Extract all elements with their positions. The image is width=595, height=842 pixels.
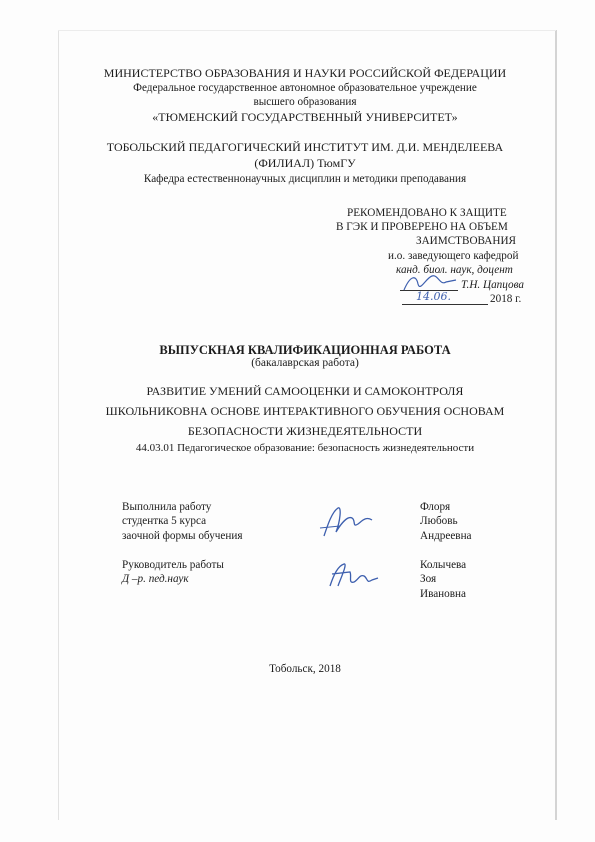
topic-line3: БЕЗОПАСНОСТИ ЖИЗНЕДЕЯТЕЛЬНОСТИ bbox=[187, 424, 423, 438]
author-first-name: Любовь bbox=[420, 515, 458, 527]
supervisor-label-line2: Д –р. пед.наук bbox=[122, 573, 189, 585]
scan-edge-right bbox=[555, 30, 557, 820]
agency-name: Федеральное государственное автономное образовательное учреждение bbox=[133, 82, 477, 94]
work-subtype: (бакалаврская работа) bbox=[251, 357, 359, 369]
approval-line2: В ГЭК И ПРОВЕРЕНО НА ОБЪЕМ bbox=[336, 221, 508, 233]
supervisor-signature bbox=[322, 558, 382, 592]
supervisor-surname: Колычева bbox=[420, 559, 467, 571]
scan-edge-left bbox=[58, 30, 59, 820]
supervisor-patronymic: Ивановна bbox=[420, 588, 466, 600]
university-name: «ТЮМЕНСКИЙ ГОСУДАРСТВЕННЫЙ УНИВЕРСИТЕТ» bbox=[152, 110, 458, 124]
specialty: 44.03.01 Педагогическое образование: безопасность жизнедеятельности bbox=[135, 442, 475, 454]
department-name: Кафедра естественнонаучных дисциплин и методики преподавания bbox=[143, 173, 467, 185]
approval-date-line bbox=[402, 304, 488, 305]
approval-name: Т.Н. Цапцова bbox=[461, 279, 524, 291]
approval-degree: канд. биол. наук, доцент bbox=[396, 264, 513, 276]
supervisor-label-line1: Руководитель работы bbox=[122, 559, 224, 571]
approval-line3: ЗАИМСТВОВАНИЯ bbox=[416, 235, 517, 247]
ministry-name: МИНИСТЕРСТВО ОБРАЗОВАНИЯ И НАУКИ РОССИЙСКОЙ ФЕДЕРАЦИИ bbox=[103, 66, 507, 80]
author-signature bbox=[318, 502, 378, 542]
author-patronymic: Андреевна bbox=[420, 530, 472, 542]
topic-line1: РАЗВИТИЕ УМЕНИЙ САМООЦЕНКИ И САМОКОНТРОЛЯ bbox=[146, 384, 464, 398]
approval-position: и.о. заведующего кафедрой bbox=[388, 250, 519, 262]
author-surname: Флоря bbox=[420, 501, 451, 513]
work-type: ВЫПУСКНАЯ КВАЛИФИКАЦИОННАЯ РАБОТА bbox=[159, 343, 451, 357]
scan-edge-top bbox=[58, 30, 556, 31]
institute-name-line1: ТОБОЛЬСКИЙ ПЕДАГОГИЧЕСКИЙ ИНСТИТУТ ИМ. Д.И. МЕНДЕЛЕЕВА bbox=[106, 140, 504, 154]
author-label-line1: Выполнила работу bbox=[122, 501, 212, 513]
city-year: Тобольск, 2018 bbox=[269, 663, 341, 675]
approval-line1: РЕКОМЕНДОВАНО К ЗАЩИТЕ bbox=[347, 207, 507, 219]
author-label-line2: студентка 5 курса bbox=[122, 515, 207, 527]
institute-name-line2: (ФИЛИАЛ) ТюмГУ bbox=[254, 156, 356, 170]
topic-line2: ШКОЛЬНИКОВНА ОСНОВЕ ИНТЕРАКТИВНОГО ОБУЧЕНИЯ ОСНОВАМ bbox=[105, 404, 505, 418]
approval-date-handwritten: 14.06. bbox=[416, 290, 451, 303]
author-label-line3: заочной формы обучения bbox=[122, 530, 243, 542]
education-level: высшего образования bbox=[253, 96, 357, 108]
approval-year: 2018 г. bbox=[490, 293, 522, 305]
supervisor-first-name: Зоя bbox=[420, 573, 437, 585]
